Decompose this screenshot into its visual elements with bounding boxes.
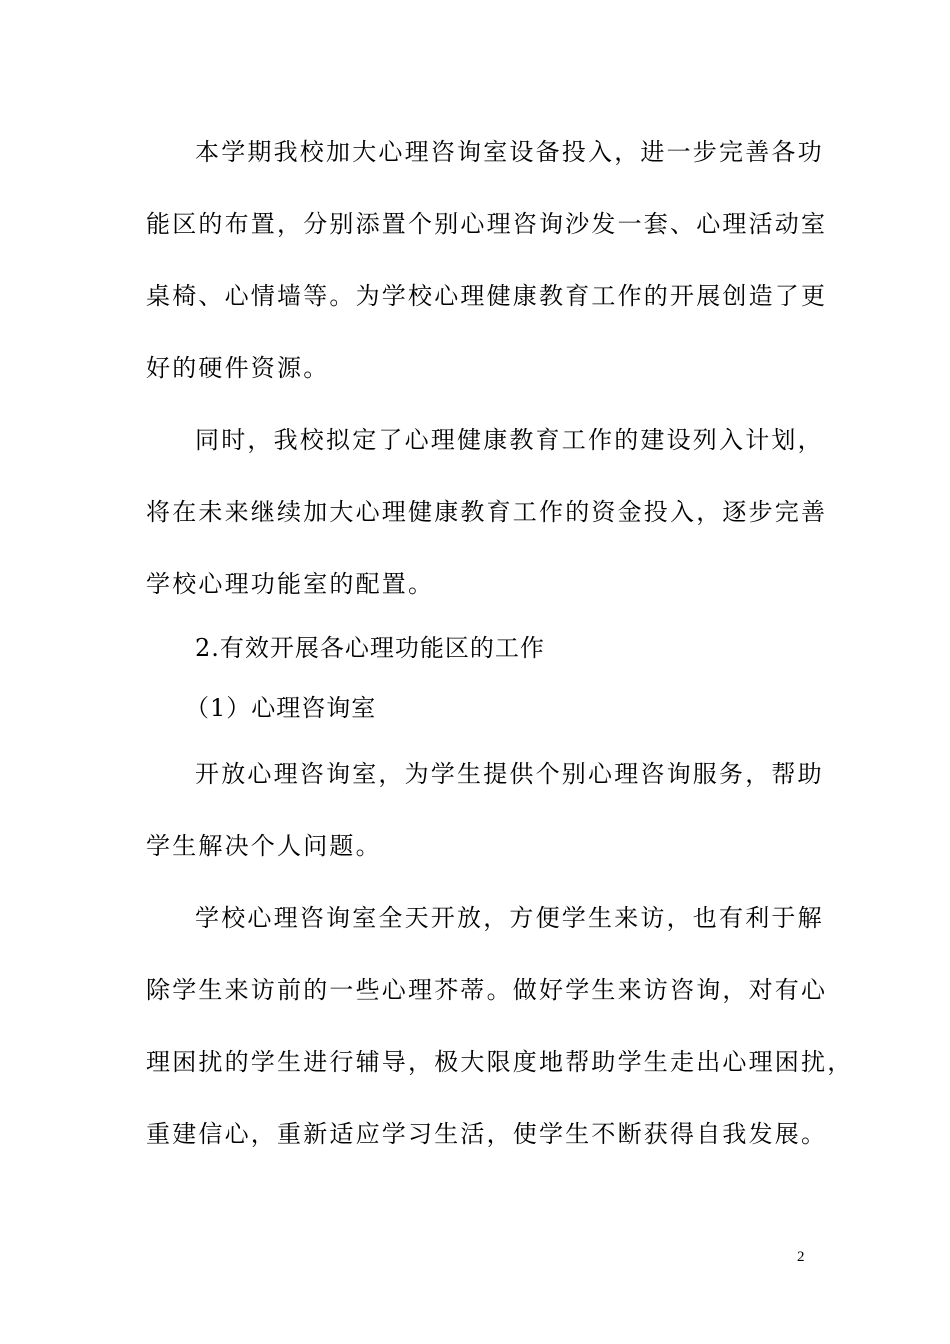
paragraph-line: 重建信心，重新适应学习生活，使学生不断获得自我发展。 — [146, 1120, 828, 1148]
paragraph-line: 桌椅、心情墙等。为学校心理健康教育工作的开展创造了更 — [146, 282, 828, 310]
paragraph-line: 同时，我校拟定了心理健康教育工作的建设列入计划， — [195, 426, 824, 454]
paragraph-line: 理困扰的学生进行辅导，极大限度地帮助学生走出心理困扰， — [146, 1048, 854, 1076]
paragraph-line: 学生解决个人问题。 — [146, 832, 382, 860]
paragraph-line: 本学期我校加大心理咨询室设备投入，进一步完善各功 — [195, 138, 824, 166]
paragraph-line: 学校心理功能室的配置。 — [146, 570, 435, 598]
paragraph-line: 能区的布置，分别添置个别心理咨询沙发一套、心理活动室 — [146, 210, 828, 238]
subsection-heading: （1）心理咨询室 — [185, 694, 377, 722]
paragraph-line: 学校心理咨询室全天开放，方便学生来访，也有利于解 — [195, 904, 824, 932]
paragraph-line: 好的硬件资源。 — [146, 354, 330, 382]
paragraph-line: 将在未来继续加大心理健康教育工作的资金投入，逐步完善 — [146, 498, 828, 526]
paragraph-line: 开放心理咨询室，为学生提供个别心理咨询服务，帮助 — [195, 760, 824, 788]
paragraph-line: 除学生来访前的一些心理芥蒂。做好学生来访咨询，对有心 — [146, 976, 828, 1004]
page-number: 2 — [797, 1249, 805, 1265]
section-heading: 2.有效开展各心理功能区的工作 — [195, 634, 545, 662]
